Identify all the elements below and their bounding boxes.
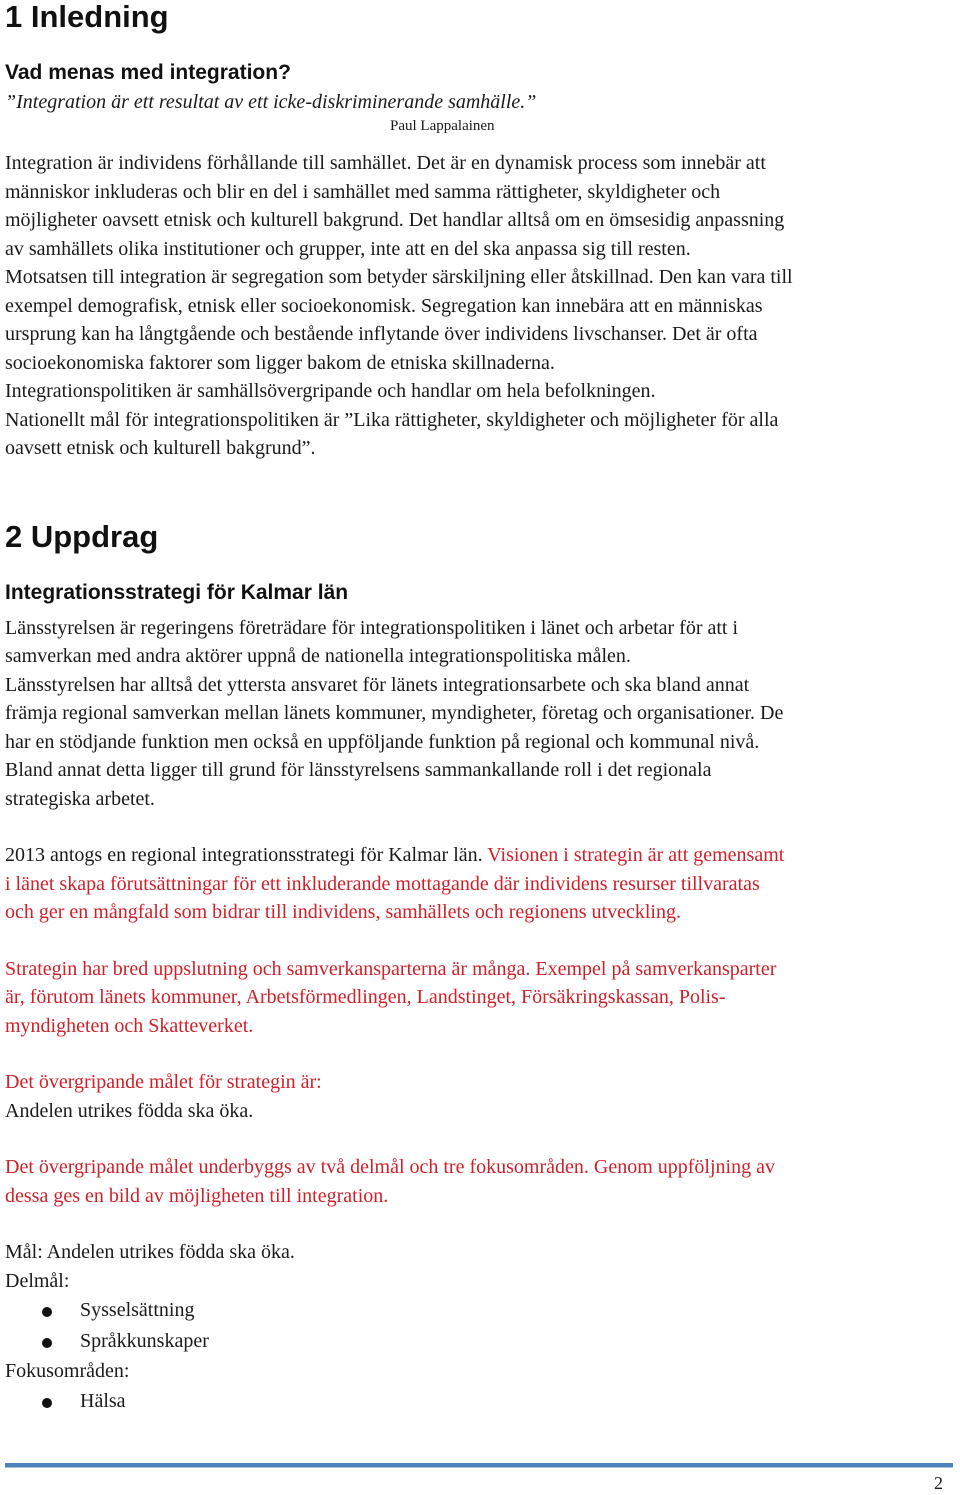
text-line: Bland annat detta ligger till grund för länsstyrelsens sammankallande roll i det regionala xyxy=(5,759,712,781)
text-line: och ger en mångfald som bidrar till individens, samhällets och regionens utveckling. xyxy=(5,901,681,923)
goal-text: Andelen utrikes födda ska öka. xyxy=(5,1099,254,1122)
text-line: Motsatsen till integration är segregation som betyder särskiljning eller åtskillnad. Den kan vara till xyxy=(5,266,793,288)
fokus-list xyxy=(5,1386,955,1417)
page-number: 2 xyxy=(934,1473,943,1493)
text-line: samverkan med andra aktörer uppnå de nationella integrationspolitiska målen. xyxy=(5,645,631,667)
section-2-paragraph-3 xyxy=(5,955,955,1041)
text-line: Länsstyrelsen har alltså det yttersta ansvaret för länets integrationsarbete och ska bland annat xyxy=(5,673,750,696)
section-2-paragraph-1 xyxy=(5,614,955,814)
text-line: strategiska arbetet. xyxy=(5,787,155,810)
text-line: Länsstyrelsen är regeringens företrädare för integrationspolitiken i länet och arbetar för att i xyxy=(5,616,739,639)
text-line: Strategin har bred uppslutning och samverkansparterna är många. Exempel på samverkansparter xyxy=(5,957,777,980)
delmal-label: Delmål: xyxy=(5,1269,70,1292)
document-page xyxy=(5,0,955,1417)
list-item: Språkkunskaper xyxy=(5,1326,955,1357)
fokus-label: Fokusområden: xyxy=(5,1360,130,1382)
text-line xyxy=(5,841,955,870)
text-line: socioekonomiska faktorer som ligger bakom de etniska skillnaderna. xyxy=(5,351,555,374)
section-2-paragraph-4 xyxy=(5,1153,955,1210)
intro-quote: ”Integration är ett resultat av ett icke-diskriminerande samhälle.” xyxy=(5,91,537,113)
text-line: Integration är individens förhållande till samhället. Det är en dynamisk process som innebär att xyxy=(5,152,766,174)
text-line: dessa ges en bild av möjligheten till integration. xyxy=(5,1184,389,1207)
section-2-heading: 2 Uppdrag xyxy=(5,518,159,554)
text-line: exempel demografisk, etnisk eller socioekonomisk. Segregation kan innebära att en människas xyxy=(5,294,763,317)
text-line: är, förutom länets kommuner, Arbetsförmedlingen, Landstinget, Försäkringskassan, Polis- xyxy=(5,986,726,1008)
text-line: Integrationspolitiken är samhällsövergripande och handlar om hela befolkningen. xyxy=(5,380,656,402)
text-line: myndigheten och Skatteverket. xyxy=(5,1014,254,1037)
footer-divider xyxy=(5,1463,953,1468)
section-2-paragraph-2 xyxy=(5,841,955,927)
section-1-paragraph xyxy=(5,149,955,463)
text-line: främja regional samverkan mellan länets kommuner, myndigheter, företag och organisationer. De xyxy=(5,702,784,724)
section-2-subheading: Integrationsstrategi för Kalmar län xyxy=(5,580,349,604)
vision-text: Visionen i strategin är att gemensamt xyxy=(487,844,785,866)
list-item: Sysselsättning xyxy=(5,1295,955,1326)
text-line: Nationellt mål för integrationspolitiken är ”Lika rättigheter, skyldigheter och möjligheter för alla xyxy=(5,408,779,431)
text-line: Det övergripande målet underbyggs av två delmål och tre fokusområden. Genom uppföljning av xyxy=(5,1156,775,1178)
overall-goal xyxy=(5,1068,955,1125)
section-1-heading: 1 Inledning xyxy=(5,0,169,34)
strategy-adopted-text: 2013 antogs en regional integrationsstrategi för Kalmar län. xyxy=(5,844,488,866)
section-1-subheading: Vad menas med integration? xyxy=(5,61,291,84)
quote-author: Paul Lappalainen xyxy=(390,118,495,134)
list-item: Hälsa xyxy=(5,1386,955,1417)
delmal-list xyxy=(5,1295,955,1357)
mal-line: Mål: Andelen utrikes födda ska öka. xyxy=(5,1241,295,1263)
text-line: har en stödjande funktion men också en uppföljande funktion på regional och kommunal nivå. xyxy=(5,730,760,753)
text-line: människor inkluderas och blir en del i samhället med samma rättigheter, skyldigheter och xyxy=(5,180,721,203)
text-line: möjligheter oavsett etnisk och kulturell bakgrund. Det handlar alltså om en ömsesidig anpassning xyxy=(5,209,785,231)
goal-intro: Det övergripande målet för strategin är: xyxy=(5,1071,322,1093)
text-line: oavsett etnisk och kulturell bakgrund”. xyxy=(5,437,316,459)
text-line: av samhällets olika institutioner och grupper, inte att en del ska anpassa sig till resten. xyxy=(5,237,691,260)
text-line: ursprung kan ha långtgående och bestående inflytande över individens livschanser. Det är ofta xyxy=(5,323,758,345)
goals-list-block xyxy=(5,1238,955,1417)
text-line: i länet skapa förutsättningar för ett inkluderande mottagande där individens resurser tillvaratas xyxy=(5,872,760,895)
